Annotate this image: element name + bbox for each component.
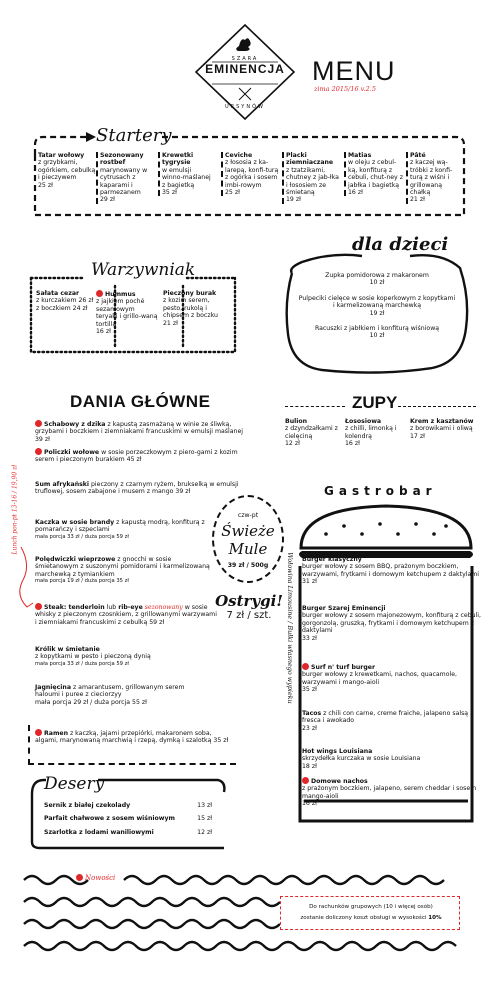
gastro-item <box>302 605 482 642</box>
gastro-name: Burger klasyczny <box>302 556 362 563</box>
starter-item <box>162 152 212 196</box>
mule-title-1: Świeże <box>221 522 275 540</box>
dish-desc: w sosie porzeczkowym z piero-gami z kozim serem i pieczonym burakiem 45 zł <box>35 449 238 464</box>
warzywniak-item <box>96 290 158 335</box>
dish-item <box>35 481 240 496</box>
starter-price: 25 zł <box>225 189 240 197</box>
starter-name: Krewetki tygrysie <box>162 152 194 167</box>
dish-portion: mała porcja 33 zł / duża porcja 59 zł <box>35 533 129 540</box>
gastro-price: 31 zł <box>302 578 317 586</box>
dish-portion: mała porcja 19 zł / duża porcja 35 zł <box>35 578 129 585</box>
soup-name: Krem z kasztanów <box>410 418 474 425</box>
kids-item-price: 10 zł <box>369 279 385 287</box>
dish-portion: mała porcja 29 zł / duża porcja 55 zł <box>35 698 147 706</box>
new-dot-icon <box>35 420 42 427</box>
new-dot-icon <box>35 603 42 610</box>
soup-desc: z chilli, limonką i kolendrą <box>345 425 397 440</box>
dessert-name: Szarlotka z lodami waniliowymi <box>44 828 154 836</box>
mule-title-2: Mule <box>228 540 268 558</box>
menu-title: MENU <box>312 56 396 86</box>
starter-desc: z grzybkami, ogórkiem, cebulką i pieczywem <box>38 159 96 182</box>
dessert-name: Parfait chałwowe z sosem wiśniowym <box>44 815 175 823</box>
gastro-desc: burger wołowy z sosem majonezowym, konfiturą z cebuli, gorgonzolą, gruszką, frytkami i domowym ketchupem z daktylami <box>302 612 481 635</box>
dish-desc: z kapustą modrą, konfiturą z pomarańczy i szpeclami <box>35 519 205 534</box>
dish-tag: sezonowany <box>144 604 183 611</box>
starter-price: 29 zł <box>100 196 115 204</box>
dessert-item <box>44 802 212 809</box>
starter-name: Pâté <box>410 152 426 159</box>
starter-item <box>348 152 404 196</box>
warzywniak-desc: z kozim serem, pesto, rukolą i chipsem z boczku <box>163 297 218 320</box>
lunch-note: Lunch pon-pt 13-16 / 19,90 zł <box>11 464 19 555</box>
soup-price: 17 zł <box>410 432 425 440</box>
starter-name: Placki ziemniaczane <box>286 152 334 167</box>
dish-name: Jagnięcina <box>35 684 71 691</box>
dish-desc: pieczony z czarnym ryżem, brukselką w emulsji truflowej, sosem zabajone i musem z mango 39 zł <box>35 481 239 496</box>
startery-heading: Startery <box>96 125 172 146</box>
starter-desc: z kaczej wą-tróbki z konfi-turą z wiśni i grillowaną chałką <box>410 159 453 197</box>
dania-heading: DANIA GŁÓWNE <box>70 392 211 411</box>
dish-portion: mała porcja 33 zł / duża porcja 59 zł <box>35 660 129 667</box>
gastro-name: Surf n' turf burger <box>311 664 376 671</box>
dish-desc: z gnocchi w sosie śmietanowym z suszonymi pomidorami i karmelizowaną marchewką z tymiankiem <box>35 556 210 578</box>
new-dot-icon <box>35 729 42 736</box>
service-text <box>286 902 456 924</box>
soup-item <box>410 418 480 440</box>
gastro-price: 18 zł <box>302 762 317 770</box>
dish-name: Policzki wołowe <box>44 449 100 456</box>
gastro-desc: z prażonym boczkiem, jalapeno, serem cheddar i sosem mango-aioli <box>302 785 477 800</box>
gastro-item <box>302 556 482 586</box>
gastro-price: 33 zł <box>302 634 317 642</box>
soup-item <box>345 418 403 448</box>
gastro-desc: burger wołowy z krewetkami, nachos, quacamole, warzywami i mango-aioli <box>302 671 457 686</box>
kids-list <box>298 272 456 340</box>
gastro-item <box>302 777 482 808</box>
starter-desc: marynowany w cytrusach z kaparami i parmezanem <box>100 166 148 197</box>
warzywniak-item <box>36 290 94 312</box>
zupy-rule-left <box>285 406 345 407</box>
dish-name: Ramen <box>44 730 68 737</box>
gastro-name: Tacos <box>302 710 322 717</box>
starter-desc: z tzatzikami, chutney z jab-łka i łososiem ze śmietaną <box>286 166 339 197</box>
soup-item <box>285 418 343 448</box>
kids-item-price: 10 zł <box>369 332 385 340</box>
dish-name-2: rib-eye <box>118 604 143 611</box>
gastro-desc: skrzydełka kurczaka w sosie Louisiana <box>302 755 421 763</box>
starter-item <box>225 152 280 196</box>
gastro-desc: z chili con carne, creme fraiche, jalapeno salsą fresca i awokado <box>302 710 469 725</box>
gastro-desc: burger wołowy z sosem BBQ, prażonym boczkiem, warzywami, frytkami i domowym ketchupem z daktylami <box>302 563 479 578</box>
nowosci-label: Nowości <box>85 874 116 882</box>
kids-item-price: 19 zł <box>369 309 385 317</box>
zupy-heading: ZUPY <box>352 393 398 412</box>
soup-price: 16 zł <box>345 440 360 448</box>
logo-name: EMINENCJA <box>205 62 285 76</box>
starter-item <box>286 152 341 204</box>
dish-item <box>35 684 210 706</box>
starter-name: Ceviche <box>225 152 253 159</box>
service-line-2: zostanie doliczony koszt obsługi w wysokości <box>300 915 427 921</box>
dish-item <box>35 646 205 668</box>
dish-item <box>35 519 205 541</box>
dla-dzieci-heading: dla dzieci <box>352 234 449 255</box>
kids-item-desc: Pulpeciki cielęce w sosie koperkowym z kopytkami i karmelizowaną marchewką <box>298 294 456 310</box>
starter-item <box>100 152 160 204</box>
warzywniak-heading: Warzywniak <box>91 260 196 280</box>
nowosci-legend <box>76 874 115 882</box>
gastro-item <box>302 748 482 770</box>
starter-desc: w oleju z cebul-ką, konfiturą z cebuli, chut-ney z jabłka i bagietką <box>348 159 403 189</box>
gastro-item <box>302 663 482 694</box>
dish-item <box>35 729 230 745</box>
dish-item <box>35 556 215 586</box>
zupy-rule-right <box>398 406 476 407</box>
service-pct: 10% <box>428 915 442 921</box>
dessert-item <box>44 815 212 822</box>
dessert-list <box>44 802 212 836</box>
starter-desc: z łososia z ka-larepą, konfi-turą z ogórka i sosem imbi-rowym <box>225 159 279 189</box>
soup-name: Bulion <box>285 418 308 425</box>
kids-item-desc: Zupka pomidorowa z makaronem <box>325 272 429 279</box>
starter-price: 25 zł <box>38 181 53 189</box>
warzywniak-price: 16 zł <box>96 328 111 336</box>
dessert-price: 15 zł <box>197 815 212 823</box>
dish-name: Steak: tenderloin <box>44 604 105 611</box>
new-dot-icon <box>35 448 42 455</box>
soup-price: 12 zł <box>285 440 300 448</box>
dessert-price: 13 zł <box>197 802 212 809</box>
starter-name: Sezonowany rostbef <box>100 152 144 167</box>
service-line-1: Do rachunków grupowych (10 i więcej osób) <box>309 904 433 910</box>
mule-price: 39 zł / 500g <box>227 562 269 569</box>
dish-desc: z kopytkami w pesto i pieczoną dynią <box>35 653 151 661</box>
starter-price: 21 zł <box>410 196 425 204</box>
warzywniak-name: Sałata cezar <box>36 290 80 297</box>
dessert-price: 12 zł <box>197 828 212 836</box>
mule-days: czw-pt <box>237 512 259 519</box>
lunch-arrow <box>17 545 37 615</box>
menu-season: zima 2015/16 v.2.5 <box>314 85 376 93</box>
gastro-vertical-note: Wołowina Limousine / Bułki własnego wypieku <box>286 552 294 704</box>
warzywniak-price: 21 zł <box>163 319 178 327</box>
dish-desc: z amarantusem, grillowanym serem haloumi i puree z cieciorzyy <box>35 684 185 699</box>
gastro-name: Domowe nachos <box>311 778 368 785</box>
logo-bottom-text: URSYNÓW <box>225 104 265 110</box>
desery-heading: Desery <box>44 774 105 794</box>
dish-desc: w sosie whisky z pieczonym czosnkiem, z grillowanymi warzywami i ziemniakami francuskimi z cebulką 59 zł <box>35 604 217 626</box>
starter-price: 35 zł <box>162 189 177 197</box>
dessert-name: Sernik z białej czekolady <box>44 802 131 809</box>
starter-desc: w emulsji winno-maślanej z bagietką <box>162 166 211 189</box>
dish-item <box>35 448 245 464</box>
starter-item <box>410 152 460 204</box>
new-dot-icon <box>96 290 103 297</box>
gastrobar-heading: Gastrobar <box>324 484 437 498</box>
dish-desc: z kapustą zasmażaną w winie ze śliwką, grzybami i boczkiem i ziemniakami francuskimi w emulsji maślanej 39 zł <box>35 421 243 443</box>
dish-name: Polędwiczki wieprzowe <box>35 556 116 563</box>
gastro-name: Hot wings Louisiana <box>302 748 373 755</box>
warzywniak-desc: z kurczakiem 26 zł z boczkiem 24 zł <box>36 297 94 312</box>
dish-name: Królik w śmietanie <box>35 646 100 653</box>
gastro-price: 35 zł <box>302 686 317 694</box>
dish-name: Schabowy z dzika <box>44 421 106 428</box>
starter-item <box>38 152 98 189</box>
gastro-name: Burger Szarej Eminencji <box>302 605 386 612</box>
warzywniak-name: Hummus <box>105 291 136 298</box>
soup-desc: z borowikami i oliwą <box>410 425 473 433</box>
warzywniak-item <box>163 290 229 327</box>
soup-desc: z dzyndzałkami z cielęciną <box>285 425 338 440</box>
gastro-item <box>302 710 482 732</box>
new-dot-icon <box>302 663 309 670</box>
dish-item <box>35 420 245 443</box>
dish-desc: z kaczką, jajami przepiórki, makaronem soba, algami, marynowaną marchwią i rzepą, dymką i szalotką 35 zł <box>35 730 229 745</box>
kids-item-desc: Racuszki z jabłkiem i konfiturą wiśniową <box>314 325 440 333</box>
dessert-item <box>44 829 212 836</box>
dish-mid: lub <box>104 604 119 611</box>
starter-name: Tatar wołowy <box>38 152 85 159</box>
warzywniak-desc: z jajkiem poché sezamowym teryaki i grillo-waną tortillą <box>96 298 158 328</box>
gastro-price: 23 zł <box>302 724 317 732</box>
gastro-price: 16 zł <box>302 800 317 808</box>
starter-name: Matias <box>348 152 372 159</box>
dish-name: Kaczka w sosie brandy <box>35 519 115 526</box>
dish-item <box>35 603 220 626</box>
ostrygi-price: 7 zł / szt. <box>226 610 272 621</box>
ostrygi-title: Ostrygi! <box>215 592 283 610</box>
new-dot-icon <box>76 874 83 881</box>
dish-name: Sum afrykański <box>35 481 90 488</box>
soup-name: Łososiowa <box>345 418 382 425</box>
new-dot-icon <box>302 777 309 784</box>
logo-top-text: SZARA <box>231 56 259 62</box>
starter-price: 19 zł <box>286 196 301 204</box>
warzywniak-name: Pieczony burak <box>163 290 217 297</box>
starter-price: 16 zł <box>348 189 363 197</box>
